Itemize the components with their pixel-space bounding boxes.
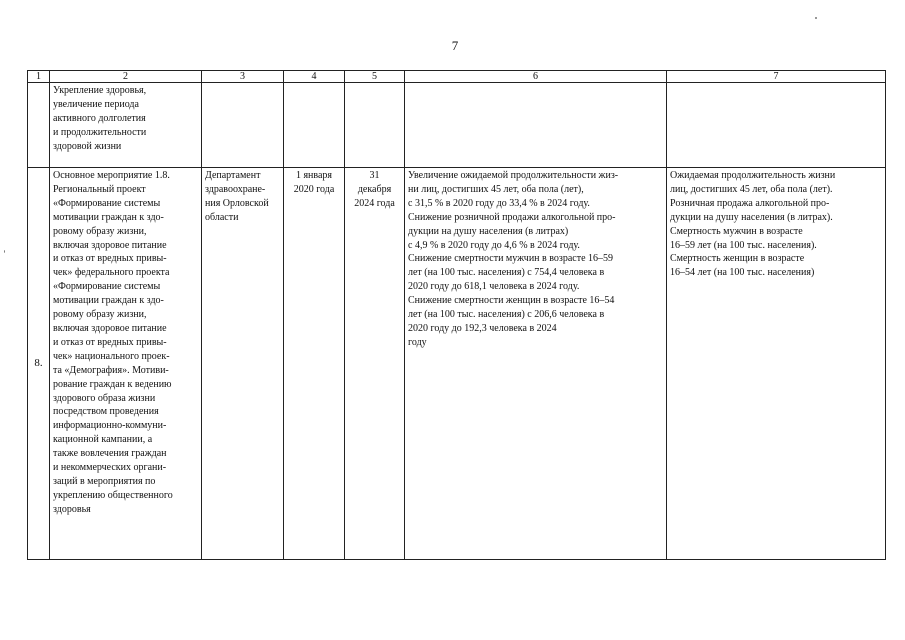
text-line: «Формирование системы: [53, 281, 161, 293]
text-line: с 31,5 % в 2020 году до 33,4 % в 2024 году.: [408, 197, 590, 209]
text-line: включая здоровое питание: [53, 239, 167, 251]
text-line: 16–59 лет (на 100 тыс. населения).: [670, 239, 817, 251]
column-header-4: 4: [284, 71, 345, 83]
row-number: 8.: [28, 168, 50, 560]
section-number-cell: [28, 83, 50, 168]
section-row: [28, 83, 886, 168]
scan-speck: [815, 17, 817, 19]
expected-result-cell: [405, 168, 667, 560]
text-line: Снижение смертности мужчин в возрасте 16–59: [408, 253, 614, 265]
text-line: чек» национального проек-: [53, 350, 170, 362]
text-line: и продолжительности: [53, 126, 147, 138]
expected-result-text: [408, 169, 663, 350]
text-line: и отказ от вредных привы-: [53, 336, 167, 348]
text-line: Ожидаемая продолжительность жизни: [670, 170, 836, 181]
text-line: области: [205, 211, 239, 223]
end-date-text: [348, 169, 401, 211]
text-line: здоровья: [53, 503, 91, 515]
text-line: с 4,9 % в 2020 году до 4,6 % в 2024 году.: [408, 239, 580, 251]
text-line: рование граждан к ведению: [53, 378, 172, 390]
empty-cell: [284, 83, 345, 168]
text-line: ни лиц, достигших 45 лет, оба пола (лет),: [408, 183, 584, 195]
text-line: 1 января: [295, 170, 333, 181]
start-date-text: [287, 169, 341, 197]
text-line: информационно-коммуни-: [53, 420, 167, 432]
text-line: та «Демография». Мотиви-: [53, 364, 169, 376]
text-line: декабря: [357, 183, 392, 195]
text-line: Региональный проект: [53, 183, 146, 195]
column-header-7: 7: [667, 71, 886, 83]
text-line: ровому образу жизни,: [53, 309, 147, 321]
column-header-6: 6: [405, 71, 667, 83]
executor-cell: [202, 168, 284, 560]
text-line: 2024 года: [354, 197, 395, 209]
text-line: ния Орловской: [205, 197, 269, 209]
text-line: Снижение смертности женщин в возрасте 16–54: [408, 295, 615, 307]
activity-text: [53, 169, 198, 517]
text-line: 31: [369, 170, 380, 181]
table-row: [28, 168, 886, 560]
text-line: Увеличение ожидаемой продолжительности жиз-: [408, 170, 619, 181]
text-line: увеличение периода: [53, 98, 139, 110]
column-header-3: 3: [202, 71, 284, 83]
text-line: «Формирование системы: [53, 197, 161, 209]
column-header-2: 2: [50, 71, 202, 83]
end-date-cell: [345, 168, 405, 560]
text-line: Снижение розничной продажи алкогольной про-: [408, 211, 616, 223]
activity-cell: [50, 168, 202, 560]
text-line: Смертность мужчин в возрасте: [670, 225, 803, 237]
text-line: Департамент: [205, 170, 261, 181]
text-line: Розничная продажа алкогольной про-: [670, 197, 830, 209]
text-line: Основное мероприятие 1.8.: [53, 170, 170, 181]
section-title-cell: [50, 83, 202, 168]
text-line: здорового образа жизни: [53, 392, 156, 404]
empty-cell: [345, 83, 405, 168]
text-line: и отказ от вредных привы-: [53, 253, 167, 265]
text-line: включая здоровое питание: [53, 322, 167, 334]
page-number: 7: [451, 38, 459, 53]
text-line: здравоохране-: [205, 183, 266, 195]
indicators-cell: [667, 168, 886, 560]
text-line: здоровой жизни: [53, 140, 122, 152]
text-line: активного долголетия: [53, 112, 146, 124]
text-line: лет (на 100 тыс. населения) с 754,4 человека в: [408, 267, 605, 279]
text-line: также вовлечения граждан: [53, 448, 167, 460]
column-header-5: 5: [345, 71, 405, 83]
text-line: лиц, достигших 45 лет, оба пола (лет).: [670, 183, 833, 195]
text-line: 2020 году до 618,1 человека в 2024 году.: [408, 281, 580, 293]
empty-cell: [667, 83, 886, 168]
text-line: заций в мероприятия по: [53, 475, 156, 487]
text-line: 2020 году до 192,3 человека в 2024: [408, 322, 557, 334]
text-line: укреплению общественного: [53, 489, 173, 501]
text-line: лет (на 100 тыс. населения) с 206,6 человека в: [408, 309, 605, 321]
scan-speck: [4, 250, 5, 253]
header-row: [28, 71, 886, 83]
section-title: [53, 84, 198, 154]
indicators-text: [670, 169, 882, 280]
text-line: и некоммерческих органи-: [53, 462, 167, 474]
text-line: кационной кампании, а: [53, 434, 153, 446]
text-line: 2020 года: [293, 183, 335, 195]
text-line: дукции на душу населения (в литрах): [408, 225, 569, 237]
activities-table: [27, 70, 886, 560]
text-line: мотивации граждан к здо-: [53, 295, 164, 307]
empty-cell: [202, 83, 284, 168]
text-line: дукции на душу населения (в литрах).: [670, 211, 833, 223]
text-line: ровому образу жизни,: [53, 225, 147, 237]
text-line: Укрепление здоровья,: [53, 85, 147, 96]
text-line: Смертность женщин в возрасте: [670, 253, 805, 265]
text-line: чек» федерального проекта: [53, 267, 170, 279]
executor-text: [205, 169, 280, 225]
text-line: посредством проведения: [53, 406, 159, 418]
text-line: мотивации граждан к здо-: [53, 211, 164, 223]
empty-cell: [405, 83, 667, 168]
column-header-1: 1: [28, 71, 50, 83]
start-date-cell: [284, 168, 345, 560]
text-line: 16–54 лет (на 100 тыс. населения): [670, 267, 815, 279]
text-line: году: [408, 336, 427, 348]
